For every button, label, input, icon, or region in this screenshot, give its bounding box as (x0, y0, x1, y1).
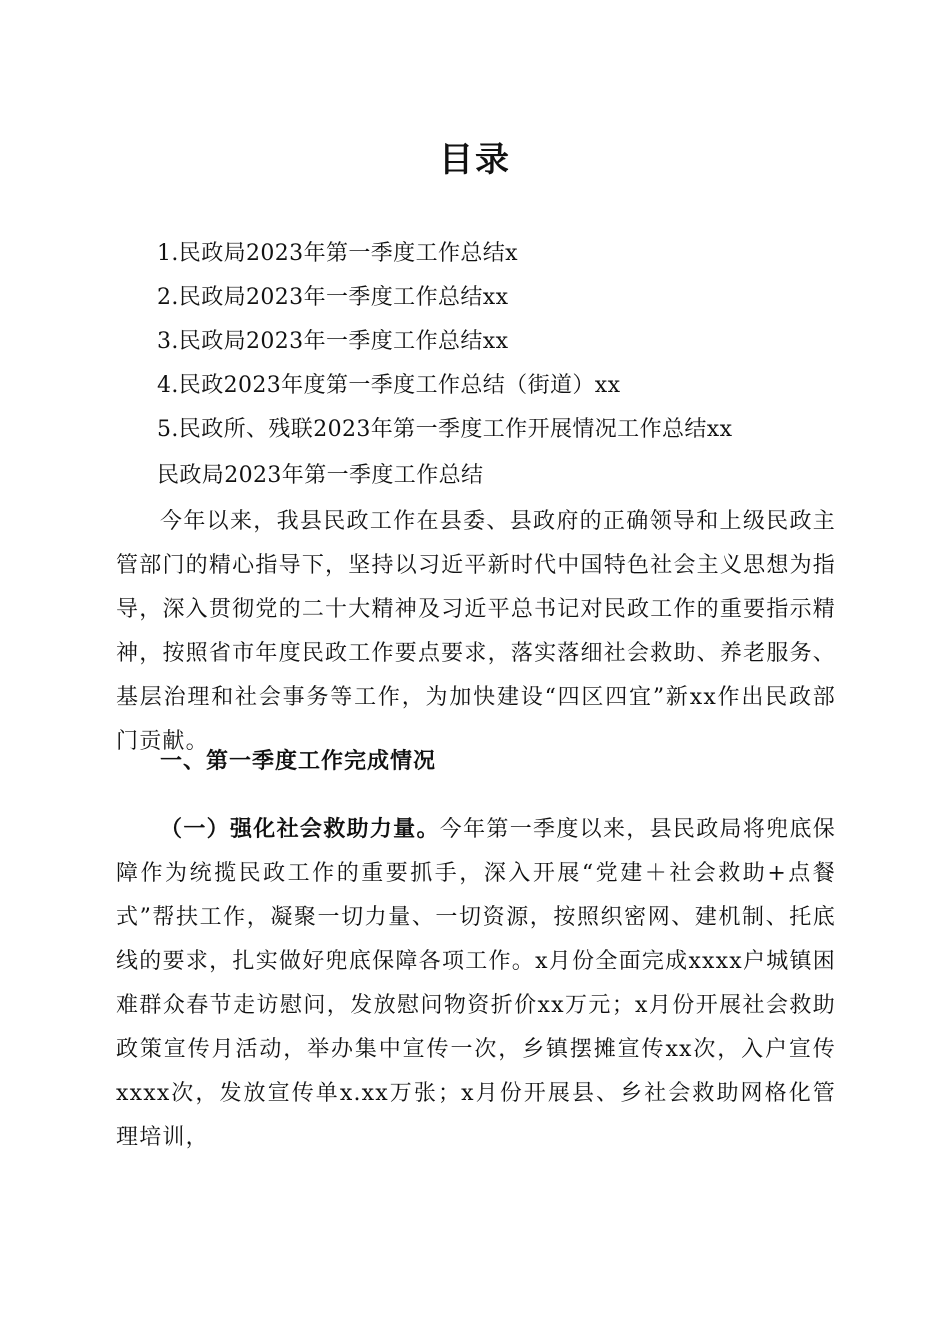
table-of-contents (157, 232, 857, 452)
section-paragraph-lead: （一）强化社会救助力量。 (160, 817, 440, 842)
toc-item-5: 5.民政所、残联2023年第一季度工作开展情况工作总结xx (157, 417, 733, 442)
page-title: 目录 (439, 140, 511, 180)
toc-item-4: 4.民政2023年度第一季度工作总结（街道）xx (157, 373, 621, 398)
toc-item-3: 3.民政局2023年一季度工作总结xx (157, 329, 509, 354)
document-subtitle: 民政局2023年第一季度工作总结 (157, 463, 484, 488)
toc-item-2: 2.民政局2023年一季度工作总结xx (157, 285, 509, 310)
intro-paragraph: 今年以来，我县民政工作在县委、县政府的正确领导和上级民政主管部门的精心指导下，坚持以习近平新时代中国特色社会主义思想为指导，深入贯彻党的二十大精神及习近平总书记对民政工作的重要指示精神，按照省市年度民政工作要点要求，落实落细社会救助、养老服务、基层治理和社会事务等工作，为加快建设“四区四宜”新xx作出民政部门贡献。 (116, 509, 836, 754)
section-paragraph-body: 今年第一季度以来，县民政局将兜底保障作为统揽民政工作的重要抓手，深入开展“党建＋社会救助+点餐式”帮扶工作，凝聚一切力量、一切资源，按照织密网、建机制、托底线的要求，扎实做好兜底保障各项工作。x月份全面完成xxxx户城镇困难群众春节走访慰问，发放慰问物资折价xx万元；x月份开展社会救助政策宣传月活动，举办集中宣传一次，乡镇摆摊宣传xx次，入户宣传xxxx次，发放宣传单x.xx万张；x月份开展县、乡社会救助网格化管理培训， (116, 817, 837, 1150)
toc-item-1: 1.民政局2023年第一季度工作总结x (157, 241, 518, 266)
section-heading: 一、第一季度工作完成情况 (160, 749, 437, 774)
section-paragraph (116, 808, 836, 1160)
